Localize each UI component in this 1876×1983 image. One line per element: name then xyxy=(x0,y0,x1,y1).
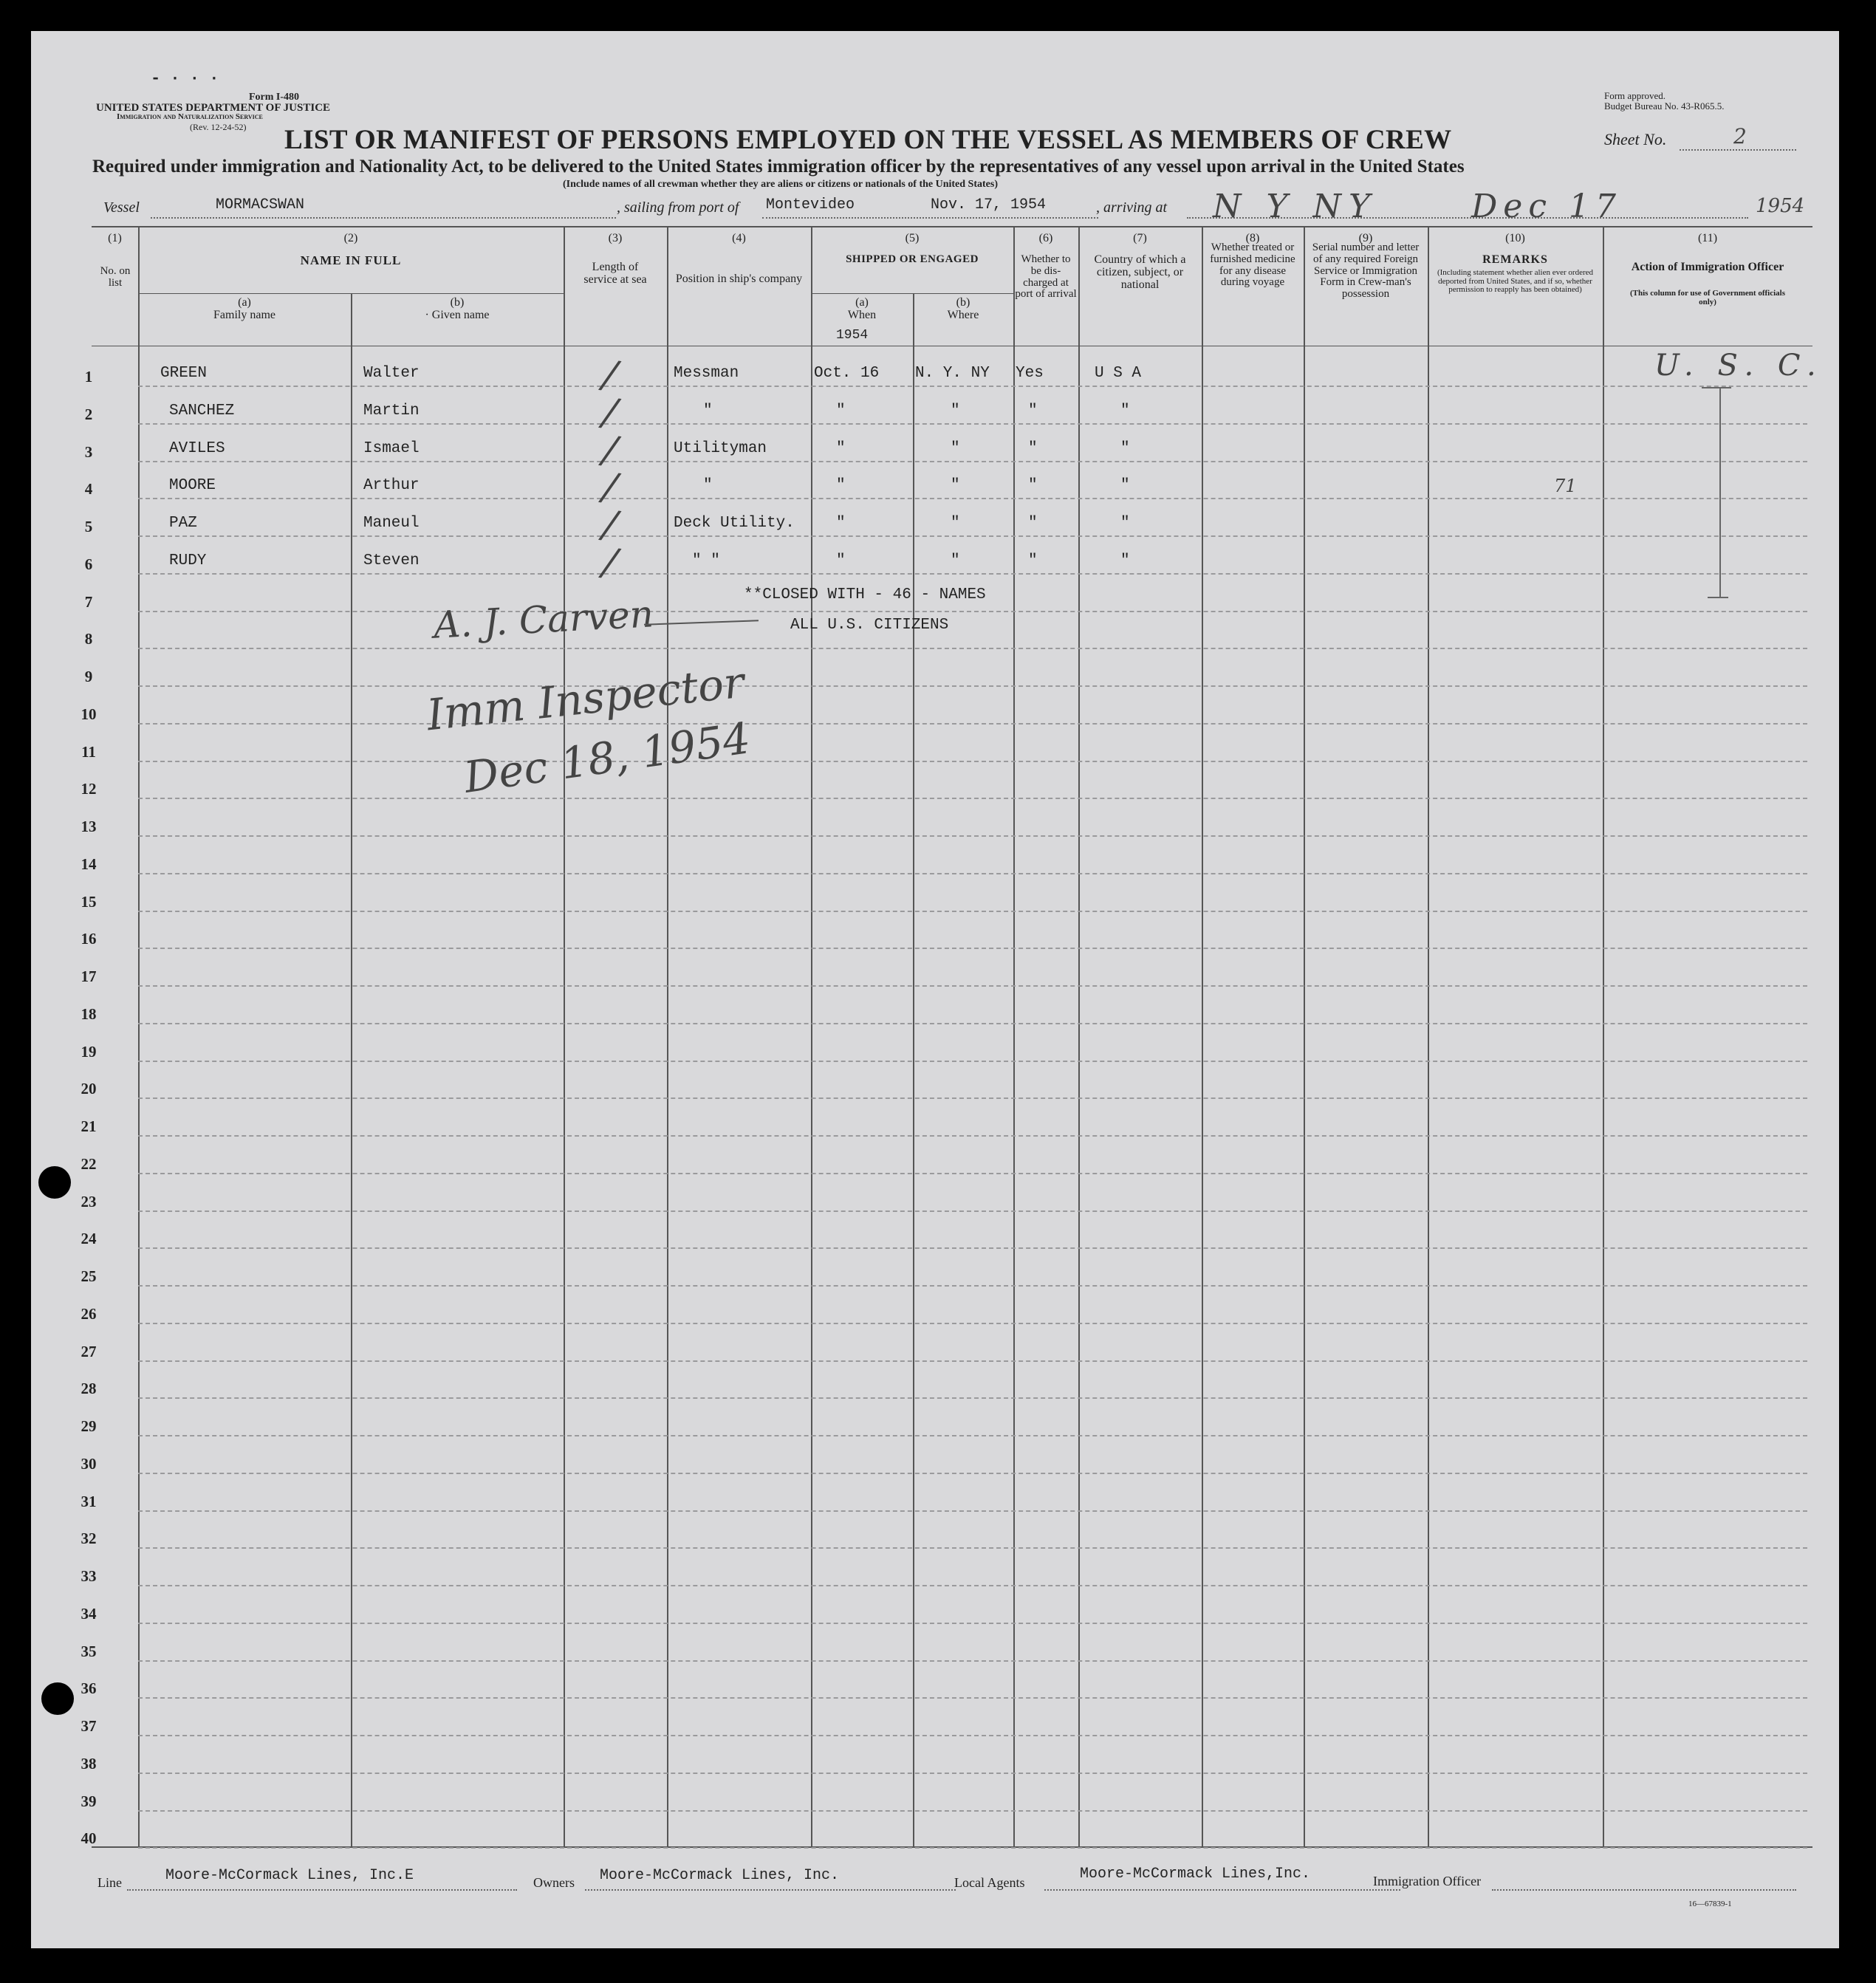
inspector-title: Imm Inspector xyxy=(424,657,747,741)
shipped-when: " xyxy=(836,440,846,457)
col8-num: (8) xyxy=(1245,232,1260,244)
family-name: AVILES xyxy=(169,440,225,457)
given-name: Martin xyxy=(363,403,420,419)
remark-mark: 71 xyxy=(1554,476,1577,496)
row-number: 3 xyxy=(84,443,93,461)
col6-header: Whether to be dis-charged at port of arrival xyxy=(1015,253,1077,301)
shipped-when: " xyxy=(836,515,846,532)
row-number: 40 xyxy=(81,1829,97,1847)
row-number: 22 xyxy=(81,1155,97,1173)
col7-num: (7) xyxy=(1133,232,1147,244)
length-of-service: / xyxy=(600,465,620,510)
col6-num: (6) xyxy=(1038,232,1053,244)
closing-line-2: ALL U.S. CITIZENS xyxy=(790,617,949,634)
col5a-header: (a) When xyxy=(847,296,877,321)
row-number: 37 xyxy=(81,1717,97,1735)
row-number: 29 xyxy=(81,1417,97,1435)
col11-note: (This column for use of Government officials only) xyxy=(1629,289,1785,306)
table-row xyxy=(138,1024,1807,1062)
row-number: 35 xyxy=(81,1643,97,1660)
footer-owners-label: Owners xyxy=(533,1875,575,1890)
row-number: 21 xyxy=(81,1117,97,1135)
footer-line-value: Moore-McCormack Lines, Inc.E xyxy=(165,1867,414,1884)
row-number: 2 xyxy=(84,405,93,423)
punch-hole-upper xyxy=(38,1166,71,1199)
row-number: 19 xyxy=(81,1043,97,1061)
to-be-discharged: Yes xyxy=(1016,365,1044,382)
col8-header: Whether treated or furnished medicine for any disease during voyage xyxy=(1210,242,1295,289)
vessel-name: MORMACSWAN xyxy=(216,196,305,213)
row-number: 6 xyxy=(84,555,93,573)
citizenship-country: " xyxy=(1120,552,1130,569)
row-number: 26 xyxy=(81,1305,97,1323)
given-name: Steven xyxy=(363,552,420,569)
row-number: 24 xyxy=(81,1230,97,1247)
citizenship-country: U S A xyxy=(1095,365,1142,382)
shipped-when: " xyxy=(836,477,846,494)
row-number: 4 xyxy=(84,480,93,498)
position: Utilityman xyxy=(674,440,767,457)
table-row xyxy=(138,1623,1807,1662)
shipped-when: " xyxy=(836,552,846,569)
row-number: 27 xyxy=(81,1343,97,1360)
arriving-label: , arriving at xyxy=(1096,199,1168,216)
table-row xyxy=(138,1248,1807,1287)
row-number: 8 xyxy=(84,630,93,648)
col2-num: (2) xyxy=(343,232,358,244)
table-row xyxy=(138,1098,1807,1137)
table-row xyxy=(138,1586,1807,1624)
table-row xyxy=(138,1510,1807,1549)
shipped-where: " xyxy=(951,477,960,494)
row-number: 20 xyxy=(81,1080,97,1097)
table-top-rule xyxy=(92,226,1812,227)
table-row xyxy=(138,1736,1807,1774)
vessel-label: Vessel xyxy=(103,199,140,216)
row-number: 9 xyxy=(84,668,93,685)
position: " xyxy=(703,477,713,494)
table-row xyxy=(138,1136,1807,1174)
row-number: 13 xyxy=(81,818,97,835)
table-row xyxy=(138,1360,1807,1399)
table-row xyxy=(138,1660,1807,1699)
row-number: 38 xyxy=(81,1755,97,1773)
col10-note: (Including statement whether alien ever ordered deported from United States, and if so, whether permission to reapply has been obtained) xyxy=(1437,268,1594,295)
row-number: 10 xyxy=(81,705,97,723)
header-dashes: - · · · xyxy=(151,69,219,88)
shipped-where: " xyxy=(951,552,960,569)
col11-num: (11) xyxy=(1697,232,1718,244)
departure-port: Montevideo xyxy=(766,196,855,213)
revision: (Rev. 12-24-52) xyxy=(190,122,247,132)
position: " " xyxy=(692,552,720,569)
row-number: 36 xyxy=(81,1679,97,1697)
closing-line-1: **CLOSED WITH - 46 - NAMES xyxy=(744,586,986,603)
to-be-discharged: " xyxy=(1028,552,1038,569)
col4-num: (4) xyxy=(732,232,746,244)
table-row xyxy=(138,1174,1807,1212)
sheet-line xyxy=(1680,149,1796,151)
col3-num: (3) xyxy=(608,232,623,244)
col4-header: Position in ship's company xyxy=(675,273,803,285)
family-name: PAZ xyxy=(169,515,197,532)
footer-agents-value: Moore-McCormack Lines,Inc. xyxy=(1080,1866,1311,1883)
col3-header: Length of service at sea xyxy=(583,261,647,286)
table-row xyxy=(138,1210,1807,1249)
table-row xyxy=(138,1436,1807,1474)
row-number: 14 xyxy=(81,855,97,873)
row-number: 15 xyxy=(81,893,97,911)
row-number: 32 xyxy=(81,1530,97,1547)
citizenship-country: " xyxy=(1120,440,1130,457)
row-number: 25 xyxy=(81,1267,97,1285)
position: Deck Utility. xyxy=(674,515,795,532)
shipped-where: " xyxy=(951,440,960,457)
footer-agents-label: Local Agents xyxy=(954,1875,1025,1890)
table-row xyxy=(138,686,1807,725)
col1-num: (1) xyxy=(108,232,122,244)
length-of-service: / xyxy=(600,390,620,436)
page-title: LIST OR MANIFEST OF PERSONS EMPLOYED ON THE VESSEL AS MEMBERS OF CREW xyxy=(284,125,1452,155)
row-number: 18 xyxy=(81,1005,97,1023)
row-number: 31 xyxy=(81,1493,97,1510)
table-row xyxy=(138,1698,1807,1736)
table-row xyxy=(138,1061,1807,1099)
table-row xyxy=(138,874,1807,912)
position: Messman xyxy=(674,365,739,382)
to-be-discharged: " xyxy=(1028,515,1038,532)
print-code: 16—67839-1 xyxy=(1688,1900,1732,1908)
col9-num: (9) xyxy=(1358,232,1373,244)
table-row xyxy=(138,724,1807,762)
length-of-service: / xyxy=(600,540,620,586)
given-name: Arthur xyxy=(363,477,420,494)
form-number: Form I-480 xyxy=(249,92,300,103)
length-of-service: / xyxy=(600,352,620,398)
given-name: Walter xyxy=(363,365,420,382)
instruction: (Include names of all crewman whether they are aliens or citizens or nationals of the United States) xyxy=(563,179,998,190)
table-row xyxy=(138,611,1807,649)
col10-num: (10) xyxy=(1505,232,1525,244)
col5b-header: (b) Where xyxy=(947,296,979,321)
shipped-where: N. Y. NY xyxy=(915,365,990,382)
bracket-top xyxy=(1702,387,1731,388)
table-row xyxy=(138,986,1807,1024)
table-row xyxy=(138,1773,1807,1812)
family-name: GREEN xyxy=(160,365,208,382)
sheet-label: Sheet No. xyxy=(1604,130,1667,148)
length-of-service: / xyxy=(600,502,620,548)
manifest-sheet xyxy=(31,31,1839,1948)
col10-header: REMARKS xyxy=(1482,253,1548,266)
table-row xyxy=(138,911,1807,949)
family-name: SANCHEZ xyxy=(169,403,235,419)
row-number: 1 xyxy=(84,368,93,386)
given-name: Maneul xyxy=(363,515,420,532)
row-number: 33 xyxy=(81,1567,97,1585)
shipped-where: " xyxy=(951,403,960,419)
footer-owners-value: Moore-McCormack Lines, Inc. xyxy=(600,1867,840,1884)
col2a-header: (a) Family name xyxy=(213,296,275,321)
footer-officer-label: Immigration Officer xyxy=(1373,1874,1482,1888)
row-number: 39 xyxy=(81,1792,97,1810)
arriving-date: Dec 17 xyxy=(1471,188,1622,225)
table-row xyxy=(138,1286,1807,1324)
col7-header: Country of which a citizen, subject, or national xyxy=(1094,253,1186,291)
given-name: Ismael xyxy=(363,440,420,457)
col5-header: SHIPPED OR ENGAGED xyxy=(846,253,979,265)
to-be-discharged: " xyxy=(1028,477,1038,494)
punch-hole-lower xyxy=(41,1682,74,1715)
service: Immigration and Naturalization Service xyxy=(117,112,263,121)
department: UNITED STATES DEPARTMENT OF JUSTICE xyxy=(96,102,331,114)
family-name: RUDY xyxy=(169,552,207,569)
sheet-number: 2 xyxy=(1733,124,1747,148)
table-row xyxy=(138,836,1807,874)
citizenship-country: " xyxy=(1120,515,1130,532)
table-row xyxy=(138,1810,1807,1849)
table-row xyxy=(138,1473,1807,1512)
col11-header: Action of Immigration Officer xyxy=(1631,261,1784,273)
to-be-discharged: " xyxy=(1028,403,1038,419)
arriving-port: N Y NY xyxy=(1213,188,1378,225)
subtitle: Required under immigration and Nationality Act, to be delivered to the United States immigration officer by the representatives of any vessel upon arrival in the United States xyxy=(92,157,1465,177)
shipped-where: " xyxy=(951,515,960,532)
shipped-when: Oct. 16 xyxy=(814,365,880,382)
bracket-bottom xyxy=(1708,597,1728,598)
uscs-mark: U. S. C. xyxy=(1654,349,1824,383)
year: 1954 xyxy=(1756,195,1805,217)
citizenship-country: " xyxy=(1120,477,1130,494)
row-number: 30 xyxy=(81,1455,97,1473)
row-number: 5 xyxy=(84,518,93,535)
table-row xyxy=(138,948,1807,987)
citizenship-country: " xyxy=(1120,403,1130,419)
col5-num: (5) xyxy=(905,232,920,244)
row-number: 16 xyxy=(81,930,97,948)
footer-line-label: Line xyxy=(97,1875,122,1890)
to-be-discharged: " xyxy=(1028,440,1038,457)
row-number: 11 xyxy=(81,743,96,761)
table-row xyxy=(138,761,1807,799)
row-number: 17 xyxy=(81,967,97,985)
inspector-signature: A. J. Carven xyxy=(432,592,655,647)
row-number: 7 xyxy=(84,593,93,611)
table-row xyxy=(138,1323,1807,1362)
bracket-stroke xyxy=(1719,388,1721,597)
inspection-date: Dec 18, 1954 xyxy=(461,713,753,803)
budget-bureau: Budget Bureau No. 43-R065.5. xyxy=(1604,100,1725,112)
table-row xyxy=(138,648,1807,687)
row-number: 12 xyxy=(81,780,97,798)
form-approved: Form approved. xyxy=(1604,90,1666,101)
row-number: 28 xyxy=(81,1380,97,1397)
table-row xyxy=(138,1548,1807,1586)
year-note: 1954 xyxy=(836,328,869,343)
col2b-header: (b) · Given name xyxy=(425,296,490,321)
col1-header: No. on list xyxy=(100,265,131,289)
table-row xyxy=(138,1398,1807,1436)
family-name: MOORE xyxy=(169,477,216,494)
col2-header: NAME IN FULL xyxy=(300,253,402,267)
row-number: 34 xyxy=(81,1605,97,1623)
departure-date: Nov. 17, 1954 xyxy=(931,196,1047,213)
shipped-when: " xyxy=(836,403,846,419)
col9-header: Serial number and letter of any required Foreign Service or Immigration Form in Crew-man's possession xyxy=(1312,242,1420,300)
table-row xyxy=(138,798,1807,837)
sailing-label: , sailing from port of xyxy=(617,199,739,216)
length-of-service: / xyxy=(600,428,620,473)
position: " xyxy=(703,403,713,419)
row-number: 23 xyxy=(81,1193,97,1210)
